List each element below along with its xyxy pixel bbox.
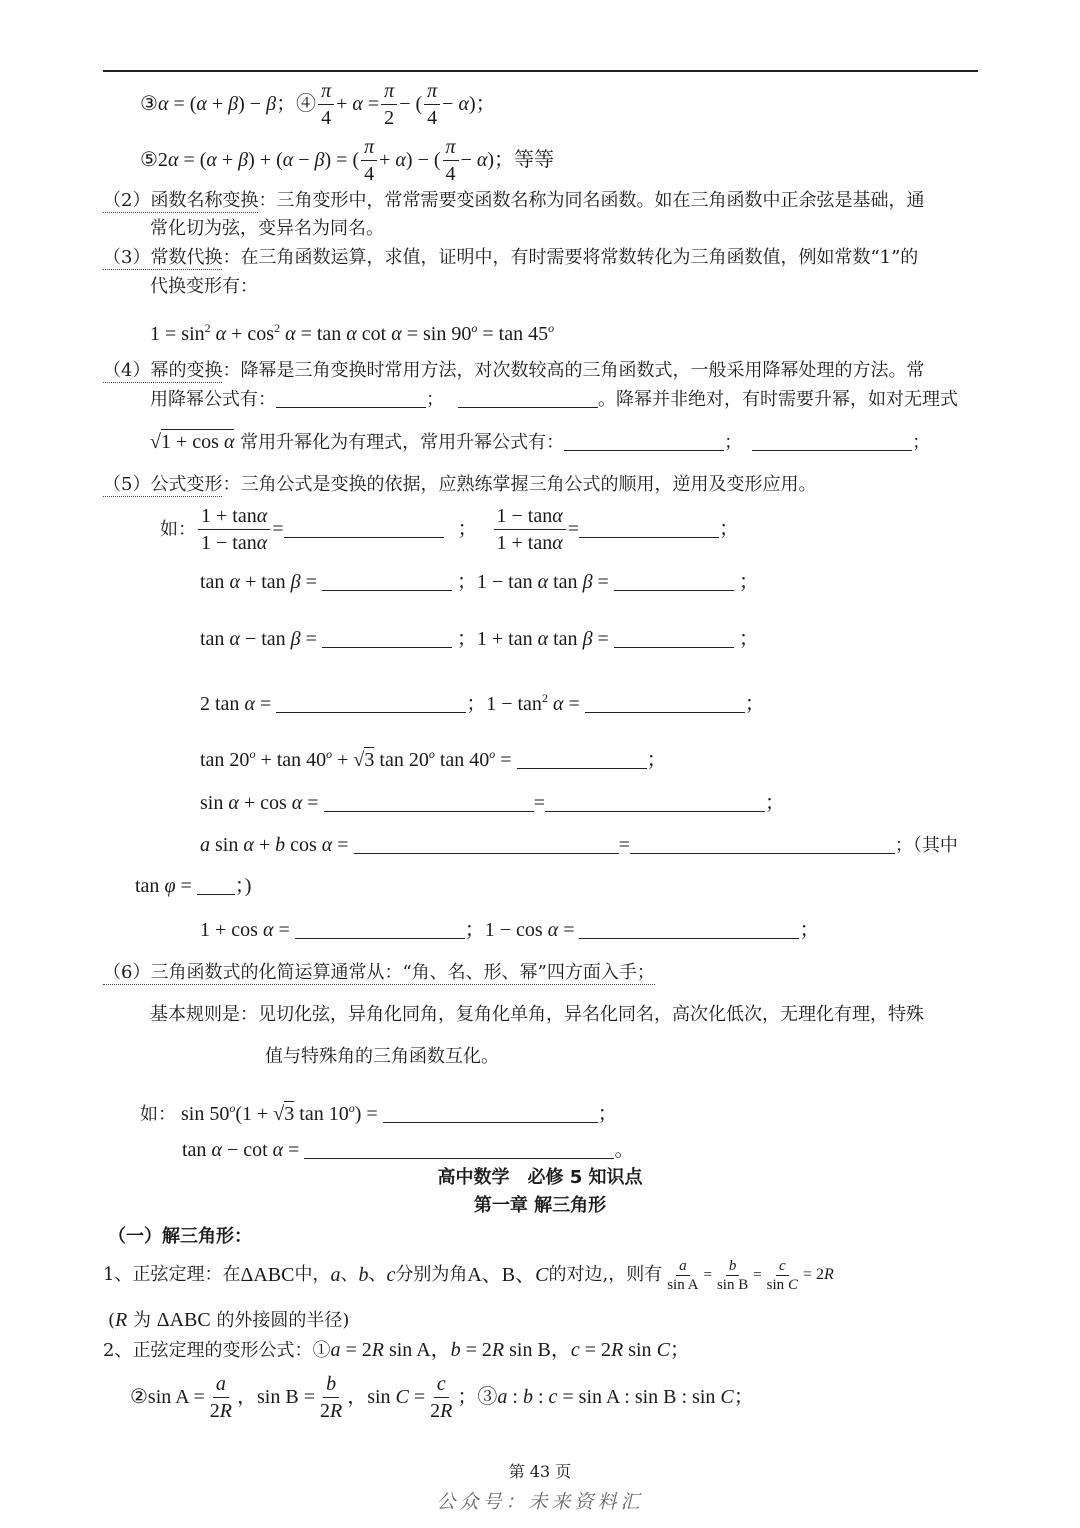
formula-tan-phi: tan φ = ；) (135, 875, 252, 897)
section-6-rule: 基本规则是：见切化弦，异角化同角，复角化单角，异名化同名，高次化低次，无理化有理，特殊 (150, 1004, 924, 1025)
chapter-heading: 第一章 解三角形 (473, 1195, 607, 1216)
sine-law-variant: 2、正弦定理的变形公式：①a = 2R sin A，b = 2R sin B，c = 2R sin C； (103, 1339, 690, 1361)
formula-asin-bcos: a sin α + b cos α = = ；（其中 (200, 834, 958, 856)
section-4: （4）幂的变换：降幂是三角变换时常用方法，对次数较高的三角函数式，一般采用降幂处理的方法。常 (103, 360, 925, 381)
section-3-cont: 代换变形有： (150, 276, 258, 297)
sine-law-variant-2: ②sin A = $\frac{a}{2R}$ ，sin B = $\frac{b}{2R}$ ，sin C = $\frac{c}{2R}$ ；③a : b : c = sin A : sin B : sin C； (130, 1372, 754, 1422)
section-2-cont: 常化切为弦，变异名为同名。 (150, 218, 384, 239)
formula-const-1: $1 = \sin^2 \alpha + \cos^2 \alpha = \tan \alpha$ $\cot \alpha = \sin 90^o = \tan 45^o$ (150, 321, 555, 345)
top-rule (103, 70, 978, 72)
book-heading: 高中数学 必修 5 知识点 (437, 1167, 643, 1188)
sine-law: 1、正弦定理：在 ΔABC 中， a 、 b 、 c 分别为角 A、B、C 的对边,，则有 $\frac{a}{\text{sin A}}$ = $\frac{b}{\text{sin B}}$ = $\frac{c}{\text{sin C}}$ = 2R (103, 1257, 834, 1293)
section-heading: （一）解三角形： (108, 1226, 252, 1247)
watermark: 公众号：未来资料汇 (436, 1491, 644, 1513)
section-4-cont: 用降幂公式有： ； 。降幂并非绝对，有时需要升幂，如对无理式 (150, 389, 958, 410)
formula-5: ⑤2α = (α + β) + (α − β) = ( $\frac{\pi}{4}$ + α) − ( $\frac{\pi}{4}$ − α) ；等等 (140, 135, 555, 185)
section-5: （5）公式变形：三角公式是变换的依据，应熟练掌握三角公式的顺用，逆用及变形应用。 (103, 474, 817, 495)
section-2: （2）函数名称变换：三角变形中，常常需要变函数名称为同名函数。如在三角函数中正余弦是基础，通 (103, 190, 925, 211)
formula-tan-diff: tan α − tan β = ；1 + tan α tan β = ； (200, 628, 759, 650)
formula-tan-minus-cot: tan α − cot α = 。 (182, 1139, 635, 1161)
page-number: 第 43 页 (508, 1462, 572, 1481)
formula-sin50: 如： $\sin 50^o(1 + √3$ $\tan 10^o$) = ； (140, 1101, 618, 1125)
formula-tan20-40: $\tan 20^o + \tan 40^o + √3$ tan 20$^o$ $\tan 40^o$ = ； (200, 747, 667, 771)
section-3: （3）常数代换：在三角函数运算，求值，证明中，有时需要将常数转化为三角函数值，例如常数“1”的 (103, 247, 919, 268)
section-4-cont2: √1 + cos α 常用升幂化为有理式，常用升幂公式有： ； ； (150, 431, 931, 453)
section-6-rule-cont: 值与特殊角的三角函数互化。 (265, 1046, 499, 1067)
formula-2tan: 2 tan α = ；$1 - \tan^2 \alpha$ = ； (200, 691, 765, 715)
sine-law-note: (R 为 ΔABC 的外接圆的半径) (108, 1309, 350, 1331)
formula-tan-frac: 如： $\frac{1 + \tan\alpha}{1 - \tan\alpha}$ = ； $\frac{1 - \tan\alpha}{1 + \tan\alpha}$ = ； (160, 504, 739, 554)
formula-tan-sum: tan α + tan β = ；1 − tan α tan β = ； (200, 571, 759, 593)
formula-3-4: ③α = (α + β) − β；④ $\frac{\pi}{4}$ + α = $\frac{\pi}{2}$ − ( $\frac{\pi}{4}$ − α)； (140, 79, 496, 129)
formula-sin-plus-cos: sin α + cos α = = ； (200, 792, 785, 814)
section-6: （6）三角函数式的化简运算通常从：“角、名、形、幂”四方面入手； (103, 962, 655, 983)
formula-1-cos: 1 + cos α = ；1 − cos α = ； (200, 919, 820, 941)
